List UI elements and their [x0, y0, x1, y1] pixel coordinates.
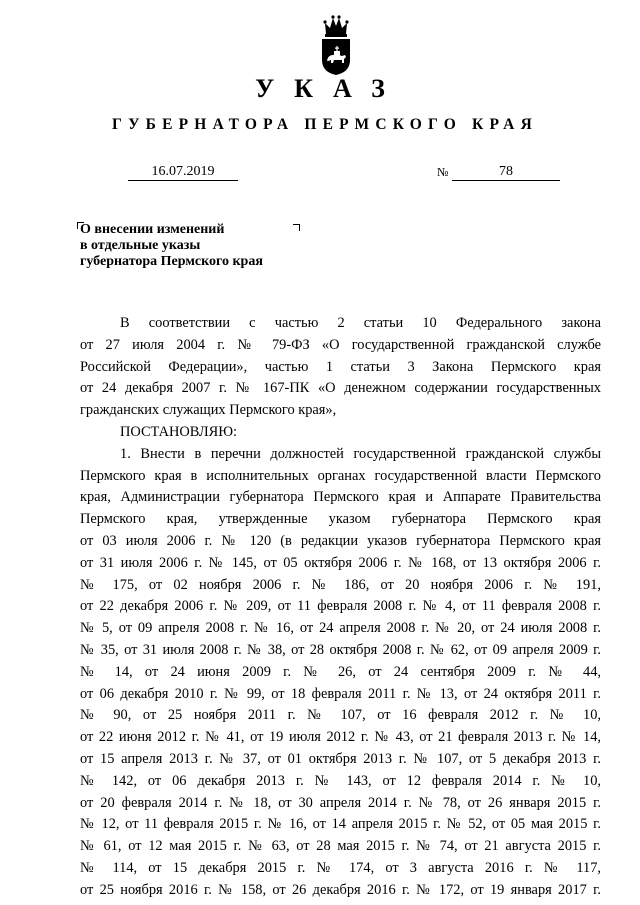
body-line: № 114, от 15 декабря 2015 г. № 174, от 3 августа 2016 г. № 117,: [80, 859, 601, 876]
number-label: №: [437, 165, 449, 179]
body-line: № 5, от 09 апреля 2008 г. № 16, от 24 апреля 2008 г. № 20, от 24 июля 2008 г.: [80, 620, 601, 637]
body-line: края, Администрации губернатора Пермского края и Аппарате Правительства: [80, 489, 601, 506]
body-line: гражданских служащих Пермского края»,: [80, 402, 337, 419]
body-line: от 06 декабря 2010 г. № 99, от 18 февраля 2011 г. № 13, от 24 октября 2011 г.: [80, 685, 601, 702]
coat-of-arms-emblem: [319, 14, 353, 76]
decree-subject: [80, 222, 360, 270]
decree-number: 78: [452, 164, 560, 181]
subject-line: губернатора Пермского края: [80, 254, 263, 269]
body-line: Российской Федерации», частью 1 статьи 3 Закона Пермского края: [80, 358, 601, 375]
body-line: от 24 декабря 2007 г. № 167-ПК «О денежном содержании государственных: [80, 380, 601, 397]
body-line: от 15 апреля 2013 г. № 37, от 01 октября 2013 г. № 107, от 5 декабря 2013 г.: [80, 750, 601, 767]
body-line: 1. Внести в перечни должностей государственной гражданской службы: [120, 445, 601, 462]
body-line: № 175, от 02 ноября 2006 г. № 186, от 20 ноября 2006 г. № 191,: [80, 576, 601, 593]
body-line: № 61, от 12 мая 2015 г. № 63, от 28 мая 2015 г. № 74, от 21 августа 2015 г.: [80, 838, 601, 855]
body-line: Пермского края, утвержденные указом губернатора Пермского края: [80, 511, 601, 528]
body-line: от 22 июня 2012 г. № 41, от 19 июля 2012 г. № 43, от 21 февраля 2013 г. № 14,: [80, 729, 601, 746]
body-line: от 25 ноября 2016 г. № 158, от 26 декабря 2016 г. № 172, от 19 января 2017 г.: [80, 881, 601, 898]
body-line: от 22 декабря 2006 г. № 209, от 11 февраля 2008 г. № 4, от 11 февраля 2008 г.: [80, 598, 601, 615]
body-line: от 31 июля 2006 г. № 145, от 05 октября 2006 г. № 168, от 13 октября 2006 г.: [80, 554, 601, 571]
decree-body: [80, 313, 601, 902]
body-line: от 27 июля 2004 г. № 79-ФЗ «О государственной гражданской службе: [80, 336, 601, 353]
body-line: № 14, от 24 июня 2009 г. № 26, от 24 сентября 2009 г. № 44,: [80, 663, 601, 680]
decree-date: 16.07.2019: [128, 164, 238, 181]
body-line: № 35, от 31 июля 2008 г. № 38, от 28 октября 2008 г. № 62, от 09 апреля 2009 г.: [80, 641, 601, 658]
body-line: № 12, от 11 февраля 2015 г. № 16, от 14 апреля 2015 г. № 52, от 05 мая 2015 г.: [80, 816, 601, 833]
decree-issuer: ГУБЕРНАТОРА ПЕРМСКОГО КРАЯ: [112, 116, 538, 133]
subject-line: в отдельные указы: [80, 238, 201, 253]
body-line: от 03 июля 2006 г. № 120 (в редакции указов губернатора Пермского края: [80, 532, 601, 549]
body-line: В соответствии с частью 2 статьи 10 Федерального закона: [120, 315, 601, 331]
subject-line: О внесении изменений: [80, 222, 225, 237]
body-line: Пермского края в исполнительных органах государственной власти Пермского: [80, 467, 601, 484]
body-line: № 90, от 25 ноября 2011 г. № 107, от 16 февраля 2012 г. № 10,: [80, 707, 601, 724]
body-line: от 20 февраля 2014 г. № 18, от 30 апреля 2014 г. № 78, от 26 января 2015 г.: [80, 794, 601, 811]
decree-title: УКАЗ: [255, 74, 405, 103]
decree-ordering-word: ПОСТАНОВЛЯЮ:: [120, 423, 238, 440]
body-line: № 142, от 06 декабря 2013 г. № 143, от 12 февраля 2014 г. № 10,: [80, 772, 601, 789]
